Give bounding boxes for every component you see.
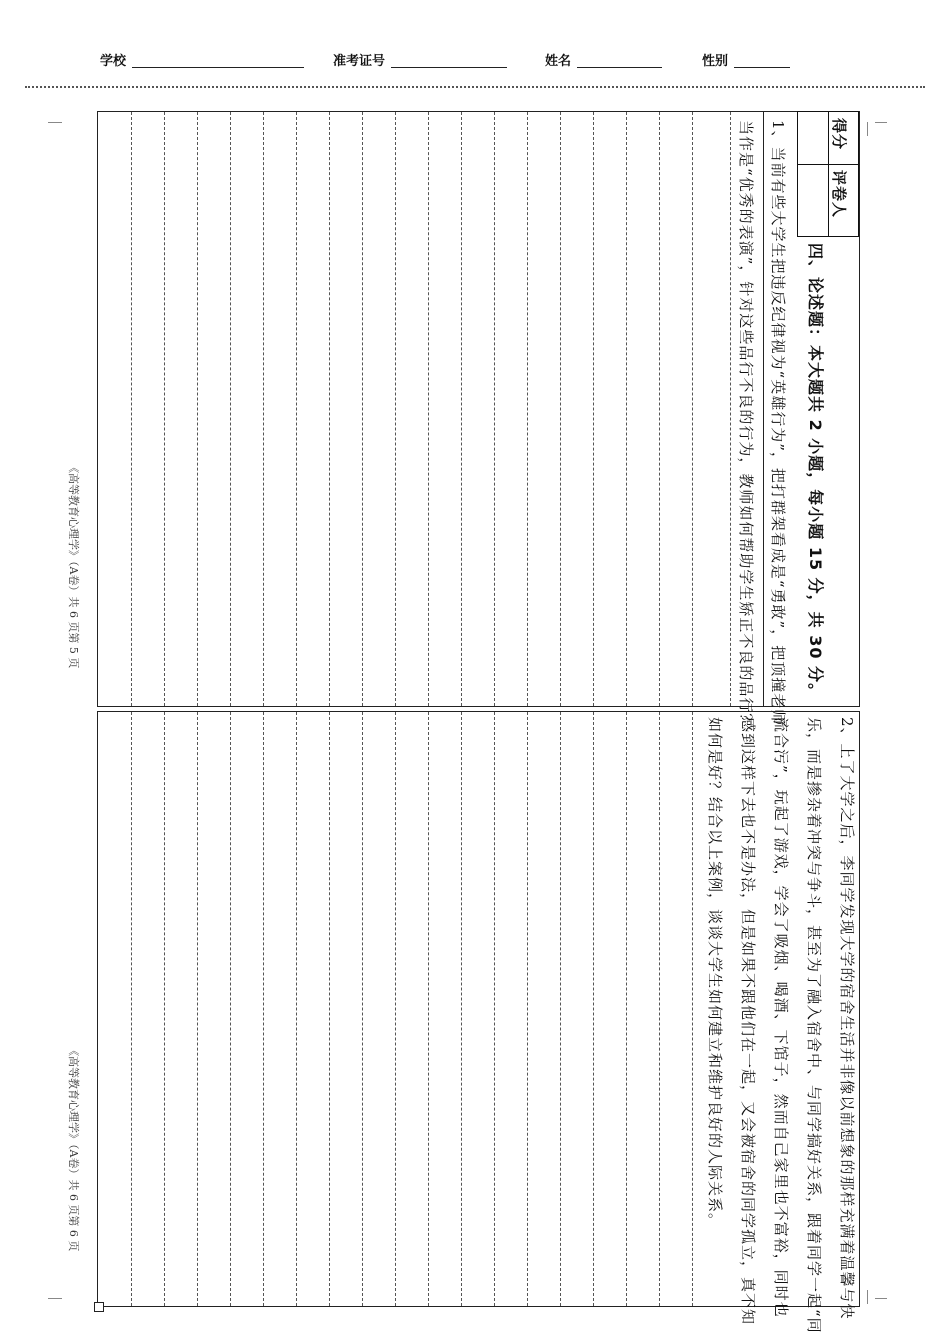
question1-line2: 当作是“优秀的表演”，针对这些品行不良的行为，教师如何帮助学生矫正不良的品行？ — [737, 120, 755, 730]
writing-line — [593, 112, 594, 706]
name-label: 姓名 — [545, 54, 572, 69]
name-field — [545, 50, 663, 70]
writing-line — [362, 712, 363, 1306]
writing-line — [362, 112, 363, 706]
question1-line1: 1、当前有些大学生把违反纪律视为“英雄行为”，把打群架看成是“勇敢”，把顶撞老师 — [769, 120, 787, 726]
writing-line — [296, 112, 297, 706]
writing-line — [527, 112, 528, 706]
writing-line — [296, 712, 297, 1306]
writing-line — [659, 112, 660, 706]
writing-line — [692, 112, 693, 706]
footer-page6: 《高等教育心理学》（A卷）共 6 页第 6 页 — [67, 1045, 80, 1252]
resize-handle[interactable] — [94, 1302, 104, 1312]
writing-line — [494, 712, 495, 1306]
question2-line2: 乐，而是掺杂着冲突与争斗，甚至为了融入宿舍中、与同学搞好关系，跟着同学一起“同 — [805, 717, 823, 1334]
writing-line — [626, 712, 627, 1306]
writing-line — [263, 112, 264, 706]
writing-line — [560, 712, 561, 1306]
margin-tick — [875, 122, 887, 123]
perforation-line — [25, 86, 925, 88]
school-field — [100, 50, 305, 70]
writing-line — [197, 112, 198, 706]
writing-line — [560, 112, 561, 706]
writing-line — [395, 712, 396, 1306]
question2-line1: 2、上了大学之后，李同学发现大学的宿舍生活并非像以前想象的那样充满着温馨与快 — [838, 717, 856, 1320]
exam-id-field — [333, 50, 508, 70]
exam-id-label: 准考证号 — [333, 54, 386, 69]
writing-line — [131, 112, 132, 706]
margin-tick — [867, 1290, 868, 1304]
writing-line — [593, 712, 594, 1306]
question2-line3: 流合污”，玩起了游戏，学会了吸烟、喝酒、下馆子，然而自己家里也不富裕，同时也 — [772, 717, 790, 1318]
margin-tick — [48, 122, 62, 123]
writing-line — [263, 712, 264, 1306]
writing-line — [395, 112, 396, 706]
writing-line — [131, 712, 132, 1306]
writing-line — [494, 112, 495, 706]
writing-line — [164, 112, 165, 706]
writing-line — [197, 712, 198, 1306]
gender-field — [702, 50, 792, 70]
writing-line — [692, 712, 693, 1306]
writing-line — [329, 712, 330, 1306]
writing-line — [461, 712, 462, 1306]
section-title: 四、论述题：本大题共 2 小题，每小题 15 分，共 30 分。 — [806, 243, 825, 701]
margin-tick — [48, 1298, 62, 1299]
gender-label: 性别 — [702, 54, 729, 69]
writing-line — [527, 712, 528, 1306]
question2-line5: 如何是好？结合以上案例，谈谈大学生如何建立和维护良好的人际关系。 — [706, 717, 724, 1230]
writing-line — [626, 112, 627, 706]
gender-blank[interactable] — [734, 67, 790, 68]
writing-line — [230, 712, 231, 1306]
school-label: 学校 — [100, 54, 127, 69]
writing-line — [230, 112, 231, 706]
exam-id-blank[interactable] — [391, 67, 507, 68]
writing-line — [461, 112, 462, 706]
score-cell-input[interactable] — [798, 164, 827, 236]
writing-line — [164, 712, 165, 1306]
writing-line — [428, 712, 429, 1306]
writing-line — [659, 712, 660, 1306]
margin-tick — [867, 122, 868, 136]
writing-line — [763, 112, 764, 706]
school-blank[interactable] — [132, 67, 304, 68]
name-blank[interactable] — [577, 67, 662, 68]
writing-line — [428, 112, 429, 706]
footer-page5: 《高等教育心理学》（A卷）共 6 页第 5 页 — [67, 462, 80, 669]
score-label: 得分 — [830, 118, 848, 151]
question2-line4: 感到这样下去也不是办法，但是如果不跟他们在一起，又会被宿舍的同学孤立，真不知 — [739, 717, 757, 1326]
margin-tick — [875, 1298, 887, 1299]
grader-label: 评卷人 — [830, 170, 848, 219]
writing-line — [329, 112, 330, 706]
writing-line — [730, 112, 731, 706]
